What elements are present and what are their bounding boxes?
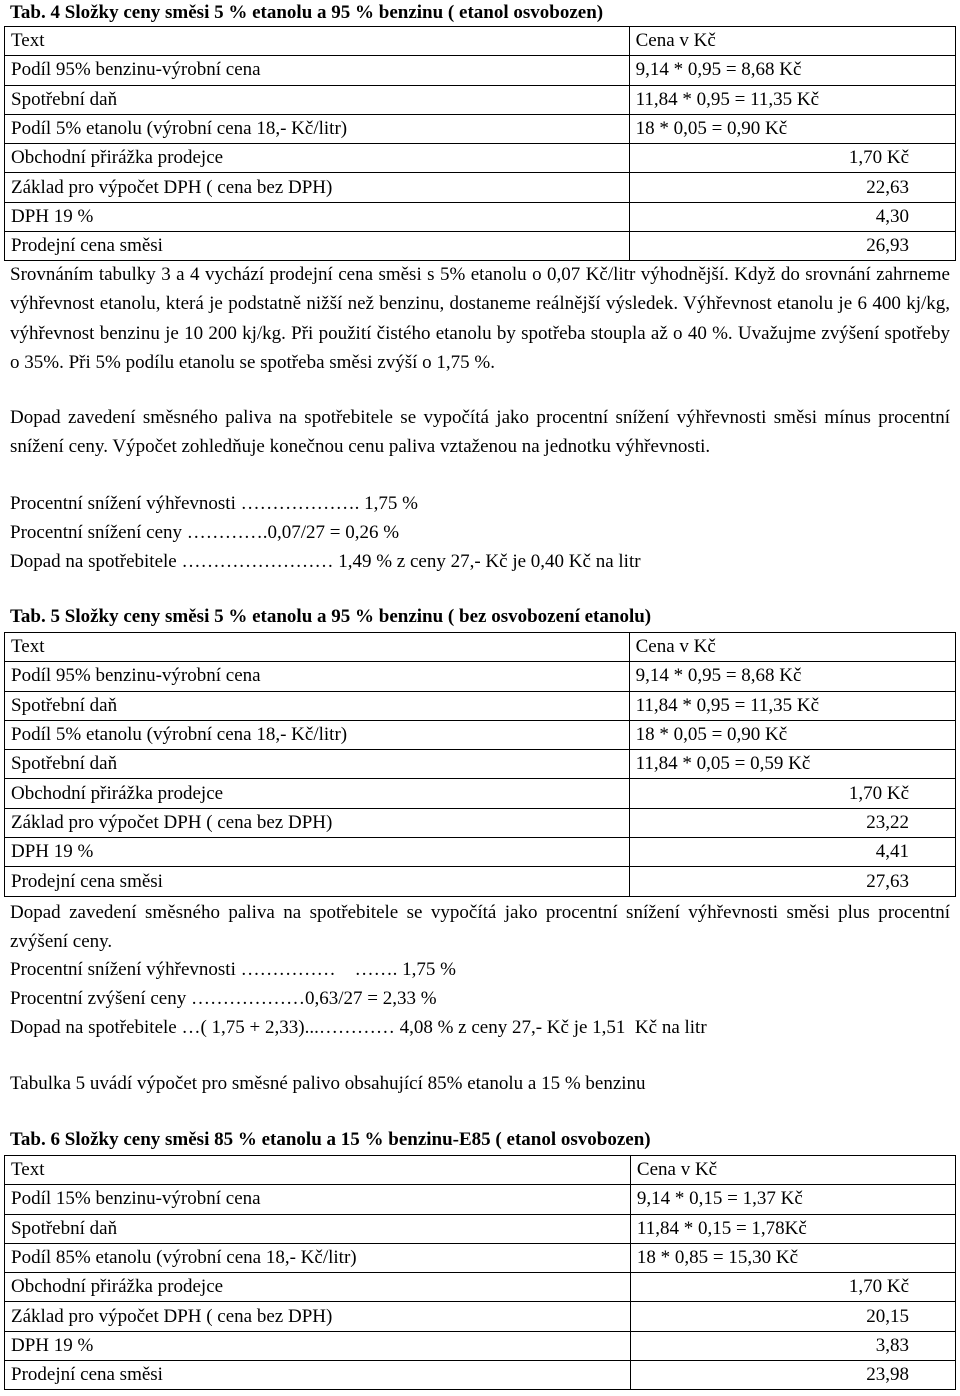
- table-row: [5, 1214, 956, 1243]
- table-row: [5, 173, 956, 202]
- row-label: Základ pro výpočet DPH ( cena bez DPH): [5, 808, 630, 837]
- row-label: Základ pro výpočet DPH ( cena bez DPH): [5, 1302, 631, 1331]
- tab4-table: [4, 26, 956, 261]
- table-row: [5, 867, 956, 896]
- header-text: Text: [5, 1156, 631, 1185]
- table-row: [5, 1243, 956, 1272]
- header-price: Cena v Kč: [629, 633, 955, 662]
- row-value: 9,14 * 0,15 = 1,37 Kč: [630, 1185, 955, 1214]
- row-value: 1,70 Kč: [629, 144, 955, 173]
- row-value: 9,14 * 0,95 = 8,68 Kč: [629, 662, 955, 691]
- row-label: Obchodní přirážka prodejce: [5, 779, 630, 808]
- row-value: 9,14 * 0,95 = 8,68 Kč: [629, 56, 955, 85]
- table-row: [5, 202, 956, 231]
- row-value: 18 * 0,85 = 15,30 Kč: [630, 1243, 955, 1272]
- paragraph-comparison: [10, 260, 950, 377]
- row-value: 3,83: [630, 1331, 955, 1360]
- row-value: 18 * 0,05 = 0,90 Kč: [629, 114, 955, 143]
- row-value: 11,84 * 0,15 = 1,78Kč: [630, 1214, 955, 1243]
- header-text: Text: [5, 633, 630, 662]
- row-label: Spotřební daň: [5, 750, 630, 779]
- row-label: Prodejní cena směsi: [5, 867, 630, 896]
- tab6-table: [4, 1155, 956, 1390]
- row-label: Spotřební daň: [5, 85, 630, 114]
- tab6-title: Tab. 6 Složky ceny směsi 85 % etanolu a 15 % benzinu-E85 ( etanol osvobozen): [10, 1129, 651, 1150]
- table-header-row: [5, 633, 956, 662]
- row-value: 4,41: [629, 838, 955, 867]
- table-row: [5, 232, 956, 261]
- row-label: Základ pro výpočet DPH ( cena bez DPH): [5, 173, 630, 202]
- table-row: [5, 662, 956, 691]
- paragraph-text: Srovnáním tabulky 3 a 4 vychází prodejní cena směsi s 5% etanolu o 0,07 Kč/litr výhodnější. Když do srovnání zahrneme výhřevnost etanolu, která je podstatně nižší než benzinu, dostaneme reálnější výsledek. Výhřevnost etanolu je 6 400 kj/kg, výhřevnost benzinu je 10 200 kj/kg. Při použití čistého etanolu by spotřeba stoupla až o 40 %. Uvažujme zvýšení spotřeby o 35%. Při 5% podílu etanolu se spotřeba směsi zvýší o 1,75 %.: [10, 264, 950, 373]
- table-row: [5, 838, 956, 867]
- row-label: Podíl 15% benzinu-výrobní cena: [5, 1185, 631, 1214]
- table-row: [5, 85, 956, 114]
- row-label: Obchodní přirážka prodejce: [5, 1273, 631, 1302]
- row-value: 11,84 * 0,95 = 11,35 Kč: [629, 691, 955, 720]
- calc-line: Procentní snížení výhřevnosti …………… ……. 1,75 %: [10, 959, 456, 980]
- calc-line: Dopad na spotřebitele …( 1,75 + 2,33)...………… 4,08 % z ceny 27,- Kč je 1,51 Kč na litr: [10, 1017, 707, 1038]
- row-value: 11,84 * 0,05 = 0,59 Kč: [629, 750, 955, 779]
- table-row: [5, 691, 956, 720]
- paragraph-impact-2: [10, 898, 950, 957]
- table-row: [5, 720, 956, 749]
- row-label: Podíl 95% benzinu-výrobní cena: [5, 662, 630, 691]
- row-value: 11,84 * 0,95 = 11,35 Kč: [629, 85, 955, 114]
- header-text: Text: [5, 27, 630, 56]
- row-label: DPH 19 %: [5, 202, 630, 231]
- table-row: [5, 1185, 956, 1214]
- paragraph-text: Dopad zavedení směsného paliva na spotřebitele se vypočítá jako procentní snížení výhřevnosti směsi plus procentní zvýšení ceny.: [10, 902, 950, 953]
- row-value: 18 * 0,05 = 0,90 Kč: [629, 720, 955, 749]
- table-row: [5, 1361, 956, 1390]
- table-row: [5, 1331, 956, 1360]
- row-value: 23,98: [630, 1361, 955, 1390]
- row-label: Spotřební daň: [5, 691, 630, 720]
- row-label: Podíl 5% etanolu (výrobní cena 18,- Kč/litr): [5, 114, 630, 143]
- tab5-title: Tab. 5 Složky ceny směsi 5 % etanolu a 95 % benzinu ( bez osvobození etanolu): [10, 606, 652, 627]
- calc-line: Procentní snížení ceny ………….0,07/27 = 0,26 %: [10, 522, 400, 543]
- table-row: [5, 779, 956, 808]
- row-label: DPH 19 %: [5, 1331, 631, 1360]
- header-price: Cena v Kč: [629, 27, 955, 56]
- row-value: 1,70 Kč: [630, 1273, 955, 1302]
- row-label: DPH 19 %: [5, 838, 630, 867]
- row-label: Prodejní cena směsi: [5, 1361, 631, 1390]
- row-label: Spotřební daň: [5, 1214, 631, 1243]
- paragraph-text: Dopad zavedení směsného paliva na spotřebitele se vypočítá jako procentní snížení výhřevnosti směsi mínus procentní snížení ceny. Výpočet zohledňuje konečnou cenu paliva vztaženou na jednotku výhřevnosti.: [10, 407, 950, 458]
- table-row: [5, 1302, 956, 1331]
- table-header-row: [5, 1156, 956, 1185]
- row-value: 4,30: [629, 202, 955, 231]
- tab5-table: [4, 632, 956, 897]
- table-row: [5, 1273, 956, 1302]
- row-label: Obchodní přirážka prodejce: [5, 144, 630, 173]
- row-value: 1,70 Kč: [629, 779, 955, 808]
- paragraph-table5-intro: Tabulka 5 uvádí výpočet pro směsné palivo obsahující 85% etanolu a 15 % benzinu: [10, 1073, 646, 1094]
- row-value: 23,22: [629, 808, 955, 837]
- row-label: Podíl 5% etanolu (výrobní cena 18,- Kč/litr): [5, 720, 630, 749]
- table-header-row: [5, 27, 956, 56]
- row-value: 20,15: [630, 1302, 955, 1331]
- tab4-title: Tab. 4 Složky ceny směsi 5 % etanolu a 95 % benzinu ( etanol osvobozen): [10, 2, 604, 23]
- calc-line: Procentní zvýšení ceny ………………0,63/27 = 2,33 %: [10, 988, 437, 1009]
- header-price: Cena v Kč: [630, 1156, 955, 1185]
- table-row: [5, 808, 956, 837]
- row-value: 27,63: [629, 867, 955, 896]
- row-label: Podíl 85% etanolu (výrobní cena 18,- Kč/litr): [5, 1243, 631, 1272]
- row-label: Podíl 95% benzinu-výrobní cena: [5, 56, 630, 85]
- table-row: [5, 56, 956, 85]
- table-row: [5, 114, 956, 143]
- table-row: [5, 144, 956, 173]
- row-value: 26,93: [629, 232, 955, 261]
- row-value: 22,63: [629, 173, 955, 202]
- table-row: [5, 750, 956, 779]
- calc-line: Procentní snížení výhřevnosti ………………. 1,75 %: [10, 493, 418, 514]
- paragraph-impact: [10, 403, 950, 462]
- calc-line: Dopad na spotřebitele …………………… 1,49 % z ceny 27,- Kč je 0,40 Kč na litr: [10, 551, 641, 572]
- row-label: Prodejní cena směsi: [5, 232, 630, 261]
